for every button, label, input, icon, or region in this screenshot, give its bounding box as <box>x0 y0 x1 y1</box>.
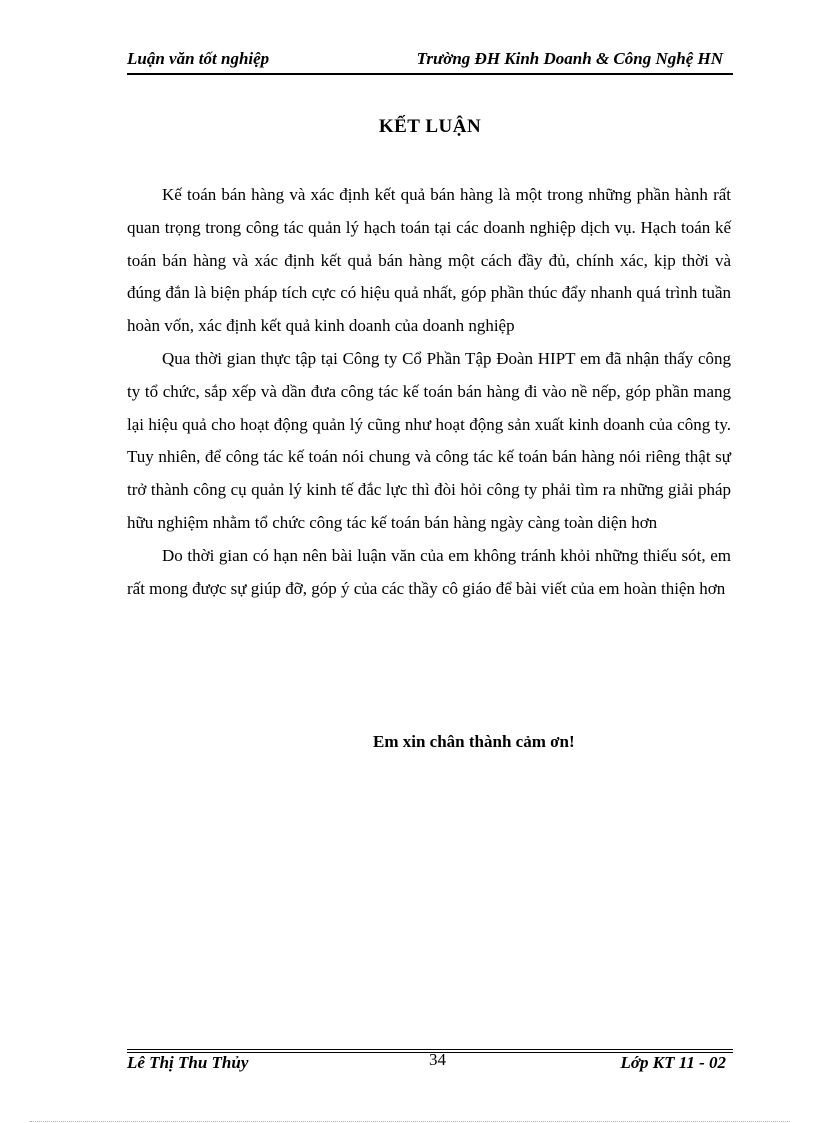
paragraph-1: Kế toán bán hàng và xác định kết quả bán hàng là một trong những phần hành rất quan trọng trong công tác quản lý hạch toán tại các doanh nghiệp dịch vụ. Hạch toán kế toán bán hàng và xác định kết quả bán hàng một cách đầy đủ, chính xác, kịp thời và đúng đắn là biện pháp tích cực có hiệu quả nhất, góp phần thúc đẩy nhanh quá trình tuần hoàn vốn, xác định kết quả kinh doanh của doanh nghiệp <box>127 185 731 336</box>
header-university: Trường ĐH Kinh Doanh & Công Nghệ HN <box>416 49 723 68</box>
page-title: KẾT LUẬN <box>378 116 482 137</box>
footer-class: Lớp KT 11 - 02 <box>620 1053 726 1072</box>
page-edge-divider <box>30 1121 790 1122</box>
conclusion-body <box>127 179 731 605</box>
paragraph-3: Do thời gian có hạn nên bài luận văn của em không tránh khỏi những thiếu sót, em rất mong được sự giúp đỡ, góp ý của các thầy cô giáo để bài viết của em hoàn thiện hơn <box>127 545 731 598</box>
header-thesis-label: Luận văn tốt nghiệp <box>127 49 270 68</box>
closing-thanks: Em xin chân thành cảm ơn! <box>373 732 575 751</box>
page-header <box>127 49 733 75</box>
page-number: 34 <box>429 1050 446 1069</box>
footer-author: Lê Thị Thu Thủy <box>127 1053 249 1072</box>
paragraph-2: Qua thời gian thực tập tại Công ty Cổ Phần Tập Đoàn HIPT em đã nhận thấy công ty tổ chức, sắp xếp và dần đưa công tác kế toán bán hàng đi vào nề nếp, góp phần mang lại hiệu quả cho hoạt động quản lý cũng như hoạt động sản xuất kinh doanh của công ty. Tuy nhiên, để công tác kế toán nói chung và công tác kế toán bán hàng nói riêng thật sự trở thành công cụ quản lý kinh tế đắc lực thì đòi hỏi công ty phải tìm ra những giải pháp hữu nghiệm nhằm tổ chức công tác kế toán bán hàng ngày càng toàn diện hơn <box>127 348 731 532</box>
